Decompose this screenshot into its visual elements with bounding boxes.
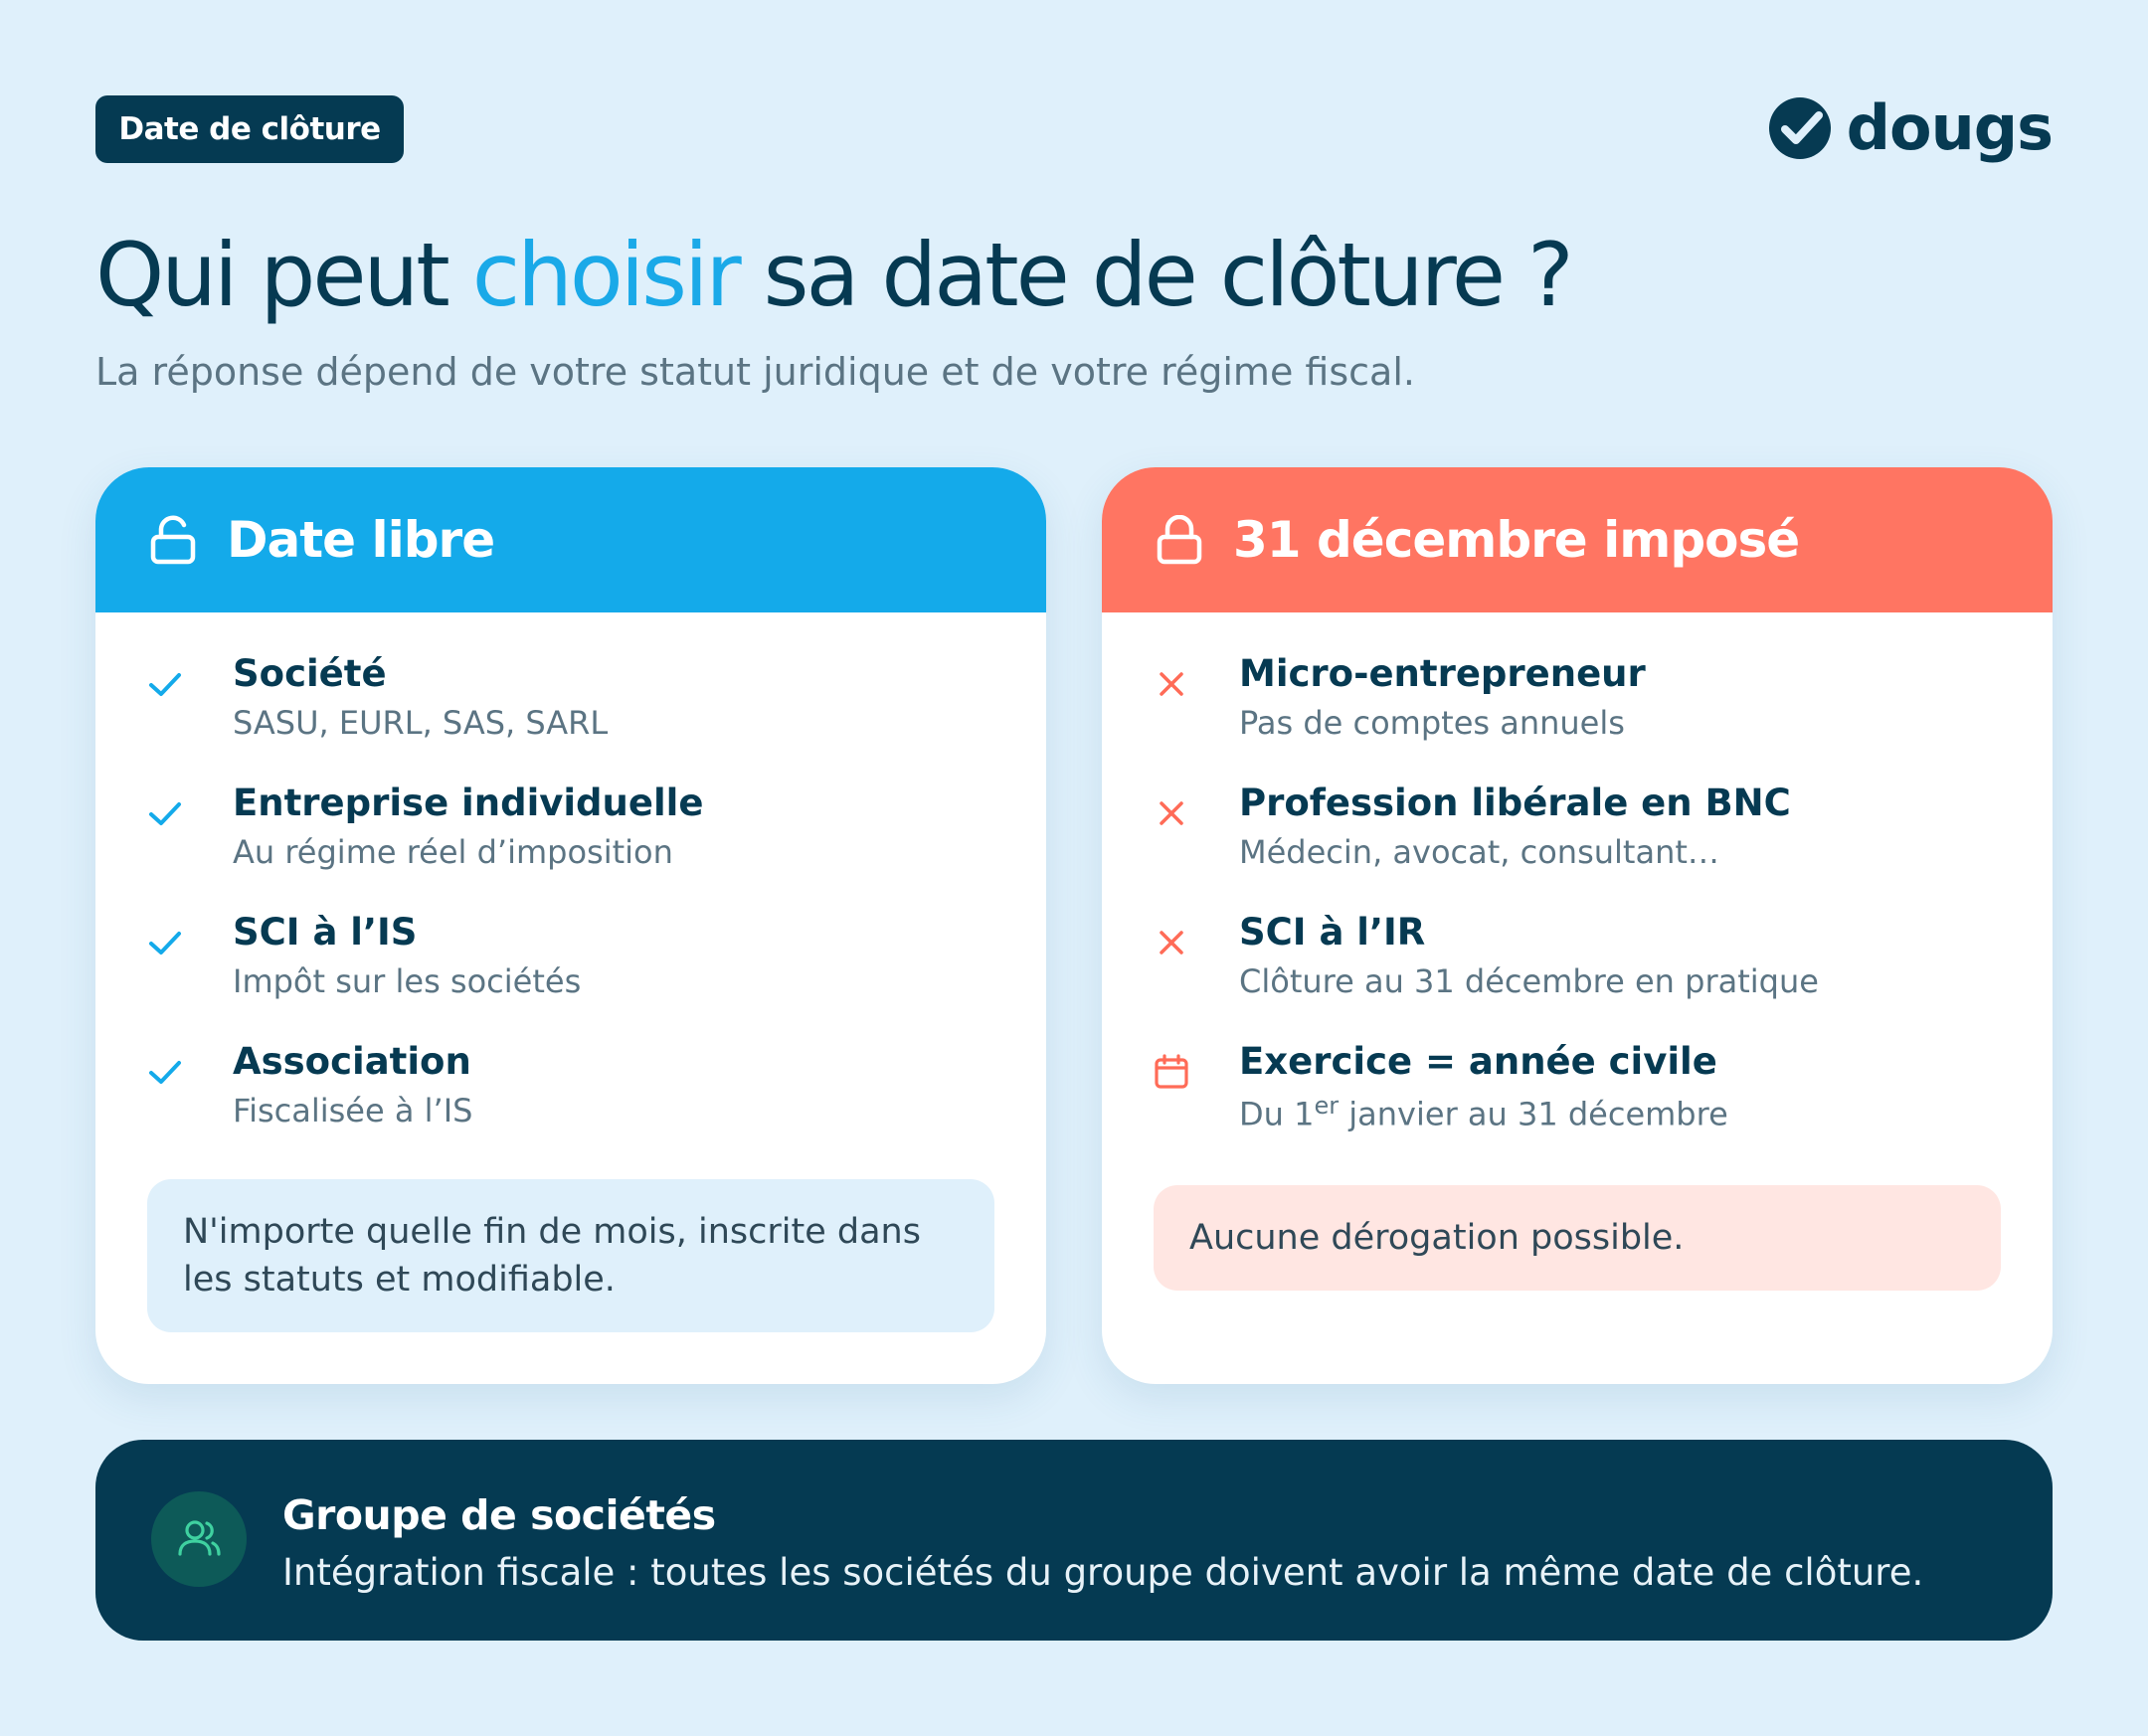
- list-item: [147, 1040, 1046, 1169]
- item-desc: Clôture au 31 décembre en pratique: [1239, 962, 1819, 1000]
- check-icon: [147, 925, 183, 960]
- item-desc: Impôt sur les sociétés: [233, 962, 582, 1000]
- list-item: [147, 911, 1046, 1040]
- desc-part-1: Du 1: [1239, 1095, 1315, 1133]
- list-item: [1154, 911, 2053, 1040]
- free-date-card-header: [95, 467, 1046, 612]
- calendar-icon: [1154, 1054, 1189, 1090]
- group-banner-title: Groupe de sociétés: [282, 1491, 716, 1539]
- list-item: [147, 781, 1046, 911]
- cross-icon: [1154, 666, 1189, 702]
- imposed-date-card: [1102, 467, 2053, 1384]
- group-banner: [95, 1440, 2053, 1641]
- cross-icon: [1154, 925, 1189, 960]
- title-part-2: sa date de clôture ?: [738, 224, 1571, 326]
- check-icon: [147, 666, 183, 702]
- free-date-card: [95, 467, 1046, 1384]
- item-name: SCI à l’IS: [233, 911, 418, 954]
- cross-icon: [1154, 795, 1189, 831]
- item-name: Micro-entrepreneur: [1239, 652, 1646, 695]
- list-item: [1154, 1040, 2053, 1169]
- item-desc: Fiscalisée à l’IS: [233, 1092, 473, 1129]
- unlock-icon: [149, 515, 197, 565]
- item-desc: [1239, 1092, 1728, 1133]
- dougs-logo: [1767, 91, 2053, 164]
- free-date-note: N'importe quelle fin de mois, inscrite dans les statuts et modifiable.: [147, 1179, 994, 1332]
- item-name: Association: [233, 1040, 471, 1083]
- free-date-list: [95, 612, 1046, 1169]
- item-name: Profession libérale en BNC: [1239, 781, 1791, 824]
- title-accent: choisir: [471, 224, 739, 326]
- page-title: [95, 224, 1571, 326]
- title-part-1: Qui peut: [95, 224, 472, 326]
- list-item: [147, 652, 1046, 781]
- logo-text: dougs: [1846, 91, 2053, 164]
- imposed-date-card-title: 31 décembre imposé: [1233, 511, 1800, 569]
- group-banner-text: Intégration fiscale : toutes les sociétés du groupe doivent avoir la même date de clôture.: [282, 1551, 1924, 1594]
- item-name: SCI à l’IR: [1239, 911, 1426, 954]
- item-desc: Médecin, avocat, consultant…: [1239, 833, 1719, 871]
- check-circle-icon: [1767, 95, 1833, 161]
- item-name: Exercice = année civile: [1239, 1040, 1717, 1083]
- desc-part-2: janvier au 31 décembre: [1339, 1095, 1728, 1133]
- users-icon: [174, 1514, 224, 1564]
- item-name: Société: [233, 652, 387, 695]
- lock-icon: [1156, 515, 1203, 565]
- item-desc: Au régime réel d’imposition: [233, 833, 673, 871]
- item-desc: SASU, EURL, SAS, SARL: [233, 704, 609, 742]
- item-desc: Pas de comptes annuels: [1239, 704, 1625, 742]
- check-icon: [147, 795, 183, 831]
- list-item: [1154, 652, 2053, 781]
- imposed-date-card-header: [1102, 467, 2053, 612]
- check-icon: [147, 1054, 183, 1090]
- users-avatar: [151, 1491, 247, 1587]
- list-item: [1154, 781, 2053, 911]
- imposed-date-note: Aucune dérogation possible.: [1154, 1185, 2001, 1291]
- desc-superscript: er: [1314, 1092, 1340, 1120]
- item-name: Entreprise individuelle: [233, 781, 704, 824]
- imposed-date-list: [1102, 612, 2053, 1169]
- page-subtitle: La réponse dépend de votre statut juridique et de votre régime fiscal.: [95, 350, 1415, 394]
- category-badge: Date de clôture: [95, 95, 404, 163]
- free-date-card-title: Date libre: [227, 511, 495, 569]
